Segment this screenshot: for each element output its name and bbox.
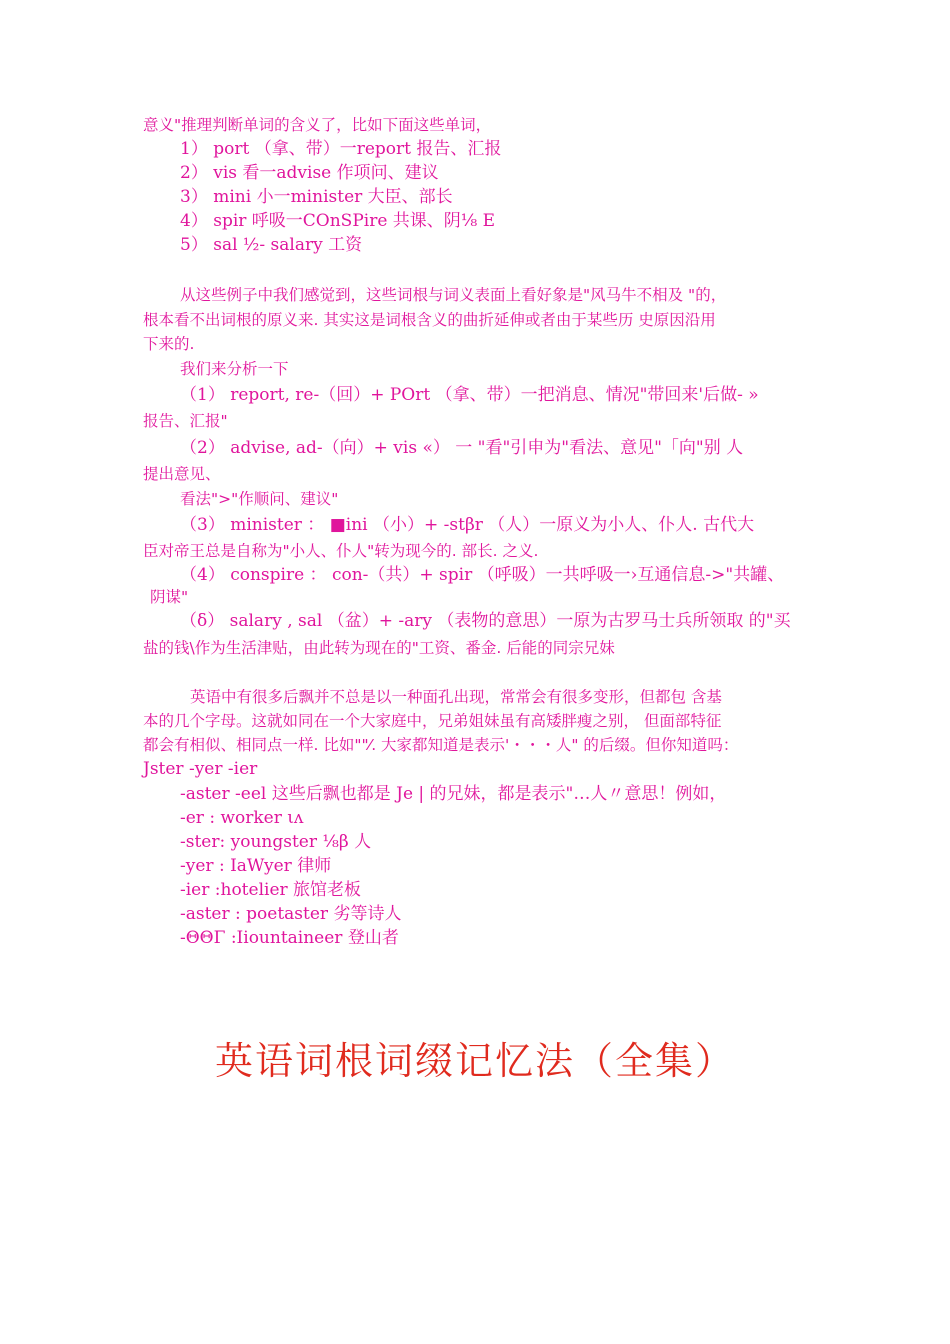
analysis-line-10: （δ） salary , sal （盆）+ -ary （表物的意思）一原为古罗马士兵所领取 的"买 xyxy=(180,611,791,631)
suffix-item-2: -ster: youngster ⅛β 人 xyxy=(180,832,372,852)
analysis-line-5: 看法">"作顺问、建议" xyxy=(180,490,339,508)
paragraph-1-line-2: 根本看不出词根的原义来. 其实这是词根含义的曲折延伸或者由于某些历 史原因沿用 xyxy=(143,311,716,329)
analysis-intro: 我们来分析一下 xyxy=(180,360,289,378)
suffix-item-6: -ΘΘΓ :Iiountaineer 登山者 xyxy=(180,928,399,948)
example-item-3: 3） mini 小一minister 大臣、部长 xyxy=(180,187,453,207)
analysis-line-1: （1） report, re-（回）+ POrt （拿、带）一把消息、情况"带回来'后做- » xyxy=(180,385,759,405)
example-item-5: 5） sal ½- salary 工资 xyxy=(180,235,363,255)
analysis-line-6: （3） minister ： ■ini （小）+ -stβr （人）一原义为小人、仆人. 古代大 xyxy=(180,515,755,535)
analysis-line-9: 阴谋" xyxy=(150,588,189,606)
example-item-1: 1） port （拿、带）一report 报告、汇报 xyxy=(180,139,502,159)
suffix-item-3: -yer : IaWyer 律师 xyxy=(180,856,332,876)
paragraph-1-line-1: 从这些例子中我们感觉到，这些词根与词义表面上看好象是"风马牛不相及 "的， xyxy=(180,286,727,304)
suffix-intro: -aster -eel 这些后飘也都是 Je | 的兄妹，都是表示"…人〃意思！例如， xyxy=(180,784,727,804)
analysis-line-8: （4） conspire ： con-（共）+ spir （呼吸）一共呼吸一›互通信息->"共罐、 xyxy=(180,565,785,585)
analysis-line-2: 报告、汇报" xyxy=(143,412,228,430)
suffix-item-4: -ier :hotelier 旅馆老板 xyxy=(180,880,362,900)
analysis-line-11: 盐的钱\作为生活津贴，由此转为现在的"工资、番金. 后能的同宗兄妹 xyxy=(143,639,615,657)
example-item-2: 2） vis 看一advise 作项问、建议 xyxy=(180,163,439,183)
suffix-item-1: -er : worker ιʌ xyxy=(180,808,304,828)
analysis-line-4: 提出意见、 xyxy=(143,465,221,483)
example-item-4: 4） spir 呼吸一COnSPire 共课、阴⅛ E xyxy=(180,211,496,231)
analysis-line-3: （2） advise, ad-（向）+ vis «） 一 "看"引申为"看法、意见"「向"别 人 xyxy=(180,438,744,458)
paragraph-2-line-2: 本的几个字母。这就如同在一个大家庭中，兄弟姐妹虽有高矮胖瘦之别， 但面部特征 xyxy=(143,712,722,730)
suffix-item-5: -aster : poetaster 劣等诗人 xyxy=(180,904,402,924)
document-title: 英语词根词缀记忆法（全集） xyxy=(214,1039,735,1083)
paragraph-2-line-4: Jster -yer -ier xyxy=(143,759,258,779)
analysis-line-7: 臣对帝王总是自称为"小人、仆人"转为现今的. 部长. 之义. xyxy=(143,542,539,560)
intro-line: 意义"推理判断单词的含义了，比如下面这些单词， xyxy=(143,116,492,134)
paragraph-1-line-3: 下来的. xyxy=(143,335,195,353)
paragraph-2-line-3: 都会有相似、相同点一样. 比如""⁄. 大家都知道是表示'・・・人" 的后缀。但你知道吗： xyxy=(143,736,739,754)
paragraph-2-line-1: 英语中有很多后飘并不总是以一种面孔出现，常常会有很多变形，但都包 含基 xyxy=(190,688,722,706)
